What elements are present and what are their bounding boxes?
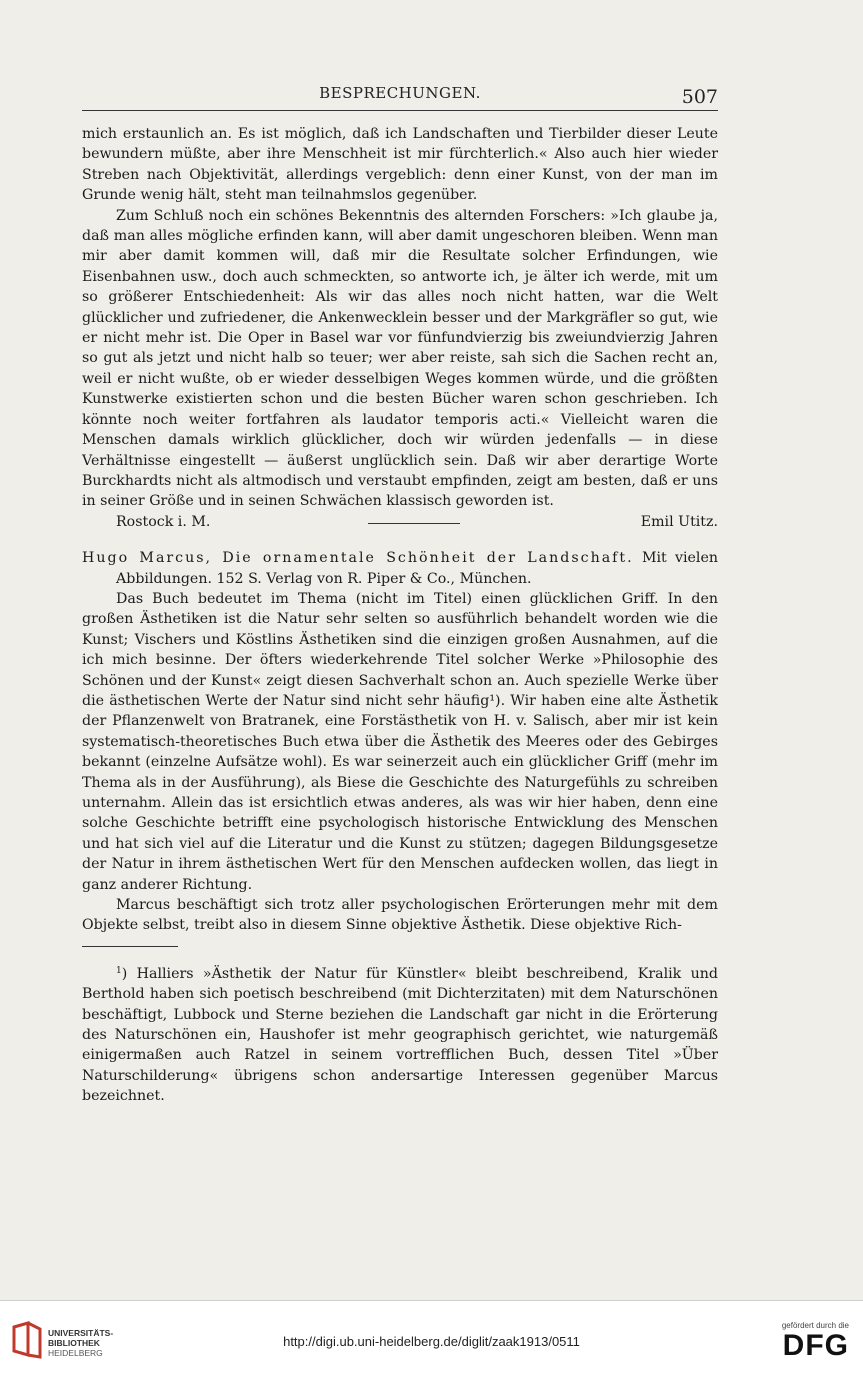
library-name-line: BIBLIOTHEK: [48, 1338, 100, 1348]
library-name-line: UNIVERSITÄTS-: [48, 1328, 114, 1338]
digitization-footer: [0, 1300, 863, 1377]
review-book-details: Mit vielen Abbildungen. 152 S. Verlag von R. Piper & Co., München.: [116, 550, 719, 587]
paragraph: Das Buch bedeutet im Thema (nicht im Titel) einen glücklichen Griff. In den großen Ästhetiken ist die Natur sehr selten so ausführlich behandelt worden wie die Kunst; Vischers und Köstlins Ästhetiken sind die einzigen großen Ausnahmen, auf die ich mich besinne. Der öfters wiederkehrende Titel solcher Werke »Philosophie des Schönen und der Kunst« zeigt diesen Sachverhalt schon an. Auch spezielle Werke über die ästhetischen Werte der Natur sind nicht sehr häufig¹). Wir haben eine alte Ästhetik der Pflanzenwelt von Bratranek, eine Forstästhetik von H. v. Salisch, aber mir ist kein systematisch-theoretisches Buch etwa über die Ästhetik des Meeres oder des Gebirges bekannt (einzelne Aufsätze wohl). Es war seinerzeit auch ein glücklicher Griff (mehr im Thema als in der Ausführung), als Biese die Geschichte des Naturgefühls zu schreiben unternahm. Allein das ist ersichtlich etwas anderes, als was wir hier haben, denn eine solche Geschichte betrifft eine psychologisch historische Entwicklung des Menschen und hat sich viel auf die Literatur und die Kunst zu stützen; dagegen Bildungsgesetze der Natur in ihrem ästhetischen Wert für den Menschen aufdecken wollen, das liegt in ganz anderer Richtung.: [82, 590, 718, 893]
signature-author: Emil Utitz.: [640, 513, 718, 530]
library-name-line: HEIDELBERG: [48, 1348, 103, 1358]
permalink-url[interactable]: http://digi.ub.uni-heidelberg.de/diglit/zaak1913/0511: [283, 1334, 580, 1349]
review-signature: [116, 512, 718, 532]
page-number: 507: [681, 86, 718, 108]
footnote: [82, 961, 718, 1107]
funder-block: [739, 1321, 849, 1362]
signature-place: Rostock i. M.: [116, 513, 211, 530]
funder-note: gefördert durch die: [781, 1321, 849, 1330]
footnote-marker: 1: [116, 965, 122, 976]
separator-rule: [368, 523, 460, 524]
paragraph: Zum Schluß noch ein schönes Bekenntnis des alternden Forschers: »Ich glaube ja, daß man alles mögliche erfinden kann, will aber damit ungeschoren bleiben. Wenn man mir aber damit kommen will, daß mir die Resultate solcher Erfindungen, wie Eisenbahnen usw., doch auch schmeckten, so antworte ich, je älter ich werde, mit um so größerer Entschiedenheit: Als wir das alles noch nicht hatten, war die Welt glücklicher und zufriedener, die Ankenwecklein besser und der Markgräfler so gut, wie er nicht mehr ist. Die Oper in Basel war vor fünfundvierzig bis zweiundvierzig Jahren so gut als jetzt und nicht halb so teuer; wer aber reiste, sah sich die Sachen recht an, weil er nicht wußte, ob er wieder desselbigen Weges kommen würde, und die größten Kunstwerke existierten schon und die besten Bücher waren schon geschrieben. Ich könnte noch weiter fortfahren als laudator temporis acti.« Vielleicht waren die Menschen damals wirklich glücklicher, doch wir würden jedenfalls — in diese Verhältnisse eingestellt — äußerst unglücklich sein. Daß wir aber derartige Worte Burckhardts nicht als altmodisch und verstaubt empfinden, zeigt am besten, daß er uns in seiner Größe und in seinen Schwächen klassisch geworden ist.: [82, 207, 718, 510]
page-header: [82, 84, 718, 111]
running-head: BESPRECHUNGEN.: [319, 84, 481, 102]
paragraph: mich erstaunlich an. Es ist möglich, daß ich Landschaften und Tierbilder dieser Leute bewundern müßte, aber ihre Menschheit ist mir fürchterlich.« Also auch hier wieder Streben nach Objektivität, allerdings vergeblich: denn einer Kunst, von der man im Grunde wenig hält, steht man teilnahmslos gegenüber.: [82, 126, 718, 204]
paragraph: Marcus beschäftigt sich trotz aller psychologischen Erörterungen mehr mit dem Objekte selbst, treibt also in diesem Sinne objektive Ästhetik. Diese objektive Rich-: [82, 897, 718, 934]
footnote-text: ) Halliers »Ästhetik der Natur für Künstler« bleibt beschreibend, Kralik und Berthold haben sich poetisch beschreibend (mit Dichterzitaten) mit dem Naturschönen beschäftigt, Lubbock und Sterne beziehen die Landschaft gar nicht in die Erörterung des Naturschönen ein, Haushofer ist mehr geographisch gerichtet, wie naturgemäß einigermaßen auch Ratzel in seinem vortrefflichen Buch, dessen Titel »Über Naturschilderung« übrigens schon andersartige Interessen gegenüber Marcus bezeichnet.: [82, 965, 718, 1105]
review-book-title: Hugo Marcus, Die ornamentale Schönheit der Landschaft.: [82, 550, 634, 567]
footnote-rule: [82, 946, 178, 947]
body-text: [82, 124, 718, 1107]
review-heading: [82, 548, 718, 589]
dfg-logo: DFG: [782, 1329, 849, 1362]
